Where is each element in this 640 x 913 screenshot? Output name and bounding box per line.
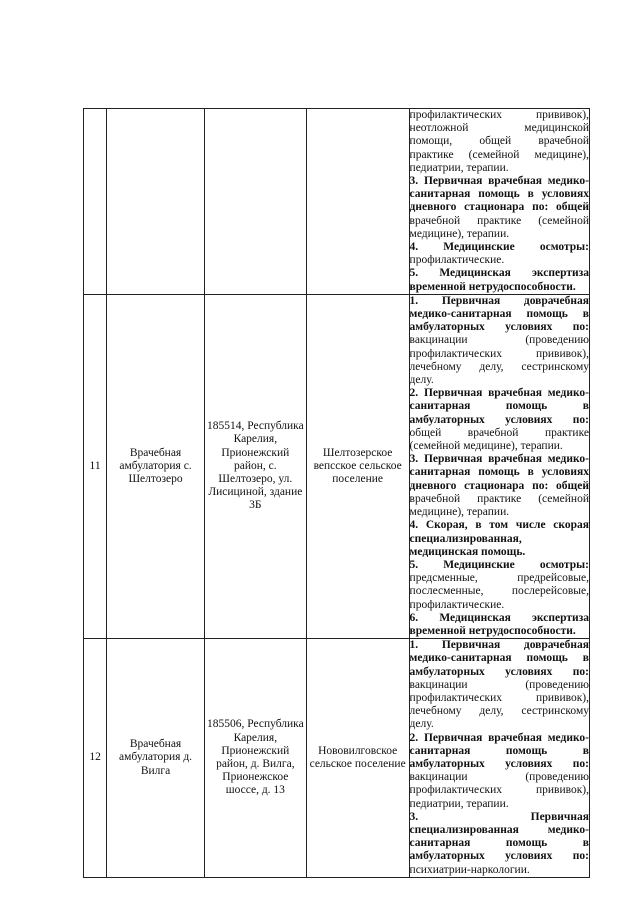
service-line-text: делу. — [409, 718, 434, 731]
service-line — [410, 480, 589, 493]
service-line — [410, 798, 589, 811]
service-line-text: санитарная помощь в условиях — [409, 188, 589, 201]
service-line-text: вакцинации (проведению — [409, 678, 589, 691]
service-line-text: санитарная помощь в — [409, 744, 589, 757]
service-line — [410, 771, 589, 784]
service-line-text: 5. Медицинские осмотры: — [409, 558, 589, 571]
service-line-text: амбулаторных условиях по: — [409, 665, 589, 678]
service-line — [410, 585, 589, 598]
service-line-text: помощи, общей врачебной — [409, 135, 589, 148]
service-line — [410, 109, 589, 122]
service-line-text: психиатрии-наркологии. — [409, 863, 530, 876]
service-line-text: специализированная медико- — [409, 823, 589, 836]
address-cell — [204, 109, 306, 295]
address-cell: 185514, Республика Карелия, Прионежский район, с. Шелтозеро, ул. Лисициной, здание 3Б — [204, 294, 306, 638]
service-line — [410, 427, 589, 440]
service-line — [410, 718, 589, 731]
service-line — [410, 533, 589, 546]
service-line-text: медицинская помощь. — [409, 545, 526, 558]
service-line-text: врачебной практике (семейной — [409, 214, 589, 227]
service-line-text: послесменные, послерейсовые, — [409, 585, 589, 598]
service-line-text: 3. Первичная врачебная медико- — [409, 453, 589, 466]
service-line-text: профилактические. — [409, 254, 505, 267]
service-line-text: 6. Медицинская экспертиза — [409, 611, 589, 624]
service-line-text: неотложной медицинской — [409, 122, 589, 135]
services-cell — [409, 639, 589, 878]
service-line — [410, 652, 589, 665]
service-line — [410, 400, 589, 413]
service-line — [410, 705, 589, 718]
service-line — [410, 215, 589, 228]
service-line — [410, 453, 589, 466]
service-line — [410, 162, 589, 175]
service-line-text: амбулаторных условиях по: — [409, 321, 589, 334]
service-line — [410, 506, 589, 519]
service-line — [410, 612, 589, 625]
service-line — [410, 692, 589, 705]
service-line-text: профилактических прививок), — [409, 784, 589, 797]
service-line-text: 4. Скорая, в том числе скорая — [409, 519, 589, 532]
service-line — [410, 811, 589, 824]
table-row — [84, 109, 590, 295]
service-line — [410, 348, 589, 361]
service-line — [410, 201, 589, 214]
table-row — [84, 294, 590, 638]
service-line — [410, 228, 589, 241]
service-line-text: 2. Первичная врачебная медико- — [409, 387, 589, 400]
service-line-text: делу. — [409, 374, 434, 387]
service-line — [410, 374, 589, 387]
service-line — [410, 824, 589, 837]
service-line-text: 3. Первичная врачебная медико- — [409, 175, 589, 188]
settlement-cell: Нововилговское сельское поселение — [306, 639, 409, 878]
service-line — [410, 559, 589, 572]
settlement-cell — [306, 109, 409, 295]
service-line-text: 4. Медицинские осмотры: — [409, 241, 589, 254]
service-line — [410, 837, 589, 850]
service-line-text: педиатрии, терапии. — [409, 797, 509, 810]
service-line — [410, 188, 589, 201]
service-line-text: специализированная, — [409, 532, 522, 545]
service-line — [410, 149, 589, 162]
service-line-text: дневного стационара по: общей — [409, 201, 589, 214]
service-line-text: профилактических прививок), — [409, 691, 589, 704]
service-line — [410, 732, 589, 745]
services-cell — [409, 294, 589, 638]
service-line-text: 3. Первичная — [409, 810, 589, 823]
service-line-text: общей врачебной практике — [409, 426, 589, 439]
service-line-text: медико-санитарная помощь в — [409, 308, 589, 321]
service-line-text: профилактические. — [409, 598, 505, 611]
service-line — [410, 864, 589, 877]
service-line-text: временной нетрудоспособности. — [409, 280, 576, 293]
service-line — [410, 387, 589, 400]
service-line-text: педиатрии, терапии. — [409, 161, 509, 174]
facility-name-cell: Врачебная амбулатория д. Вилга — [107, 639, 205, 878]
service-line — [410, 519, 589, 532]
service-line — [410, 666, 589, 679]
service-line-text: амбулаторных условиях по: — [409, 413, 589, 426]
service-line — [410, 599, 589, 612]
service-line-text: временной нетрудоспособности. — [409, 624, 576, 637]
service-line — [410, 267, 589, 280]
address-cell: 185506, Республика Карелия, Прионежский район, д. Вилга, Прионежское шоссе, д. 13 — [204, 639, 306, 878]
service-line-text: лечебному делу, сестринскому — [409, 705, 589, 718]
services-cell — [409, 109, 589, 295]
service-line-text: медицине), терапии. — [409, 227, 510, 240]
service-line-text: практике (семейной медицине), — [409, 148, 589, 161]
service-line — [410, 334, 589, 347]
facility-name-cell: Врачебная амбулатория с. Шелтозеро — [107, 294, 205, 638]
service-line — [410, 295, 589, 308]
table-row — [84, 639, 590, 878]
service-line-text: предсменные, предрейсовые, — [409, 572, 589, 585]
service-line-text: вакцинации (проведению — [409, 771, 589, 784]
service-line — [410, 254, 589, 267]
service-line-text: 1. Первичная доврачебная — [409, 639, 589, 652]
service-line — [410, 546, 589, 559]
service-line-text: медико-санитарная помощь в — [409, 652, 589, 665]
settlement-cell: Шелтозерское вепсское сельское поселение — [306, 294, 409, 638]
service-line-text: амбулаторных условиях по: — [409, 757, 589, 770]
service-line-text: санитарная помощь в — [409, 837, 589, 850]
service-line — [410, 321, 589, 334]
service-line — [410, 625, 589, 638]
facility-name-cell — [107, 109, 205, 295]
service-line — [410, 572, 589, 585]
service-line-text: амбулаторных условиях по: — [409, 850, 589, 863]
service-line — [410, 679, 589, 692]
facilities-table — [83, 108, 590, 878]
service-line — [410, 745, 589, 758]
service-line — [410, 281, 589, 294]
service-line-text: 5. Медицинская экспертиза — [409, 267, 589, 280]
service-line — [410, 639, 589, 652]
service-line-text: медицине), терапии. — [409, 506, 510, 519]
service-line-text: вакцинации (проведению — [409, 334, 589, 347]
service-line-text: врачебной практике (семейной — [409, 492, 589, 505]
row-number-cell — [84, 109, 107, 295]
row-number-cell: 11 — [84, 294, 107, 638]
service-line-text: санитарная помощь в условиях — [409, 466, 589, 479]
service-line — [410, 135, 589, 148]
service-line — [410, 175, 589, 188]
service-line-text: 2. Первичная врачебная медико- — [409, 731, 589, 744]
service-line — [410, 850, 589, 863]
service-line — [410, 414, 589, 427]
service-line-text: лечебному делу, сестринскому — [409, 360, 589, 373]
service-line — [410, 361, 589, 374]
row-number-cell: 12 — [84, 639, 107, 878]
service-line — [410, 493, 589, 506]
service-line — [410, 241, 589, 254]
service-line-text: (семейной медицине), терапии. — [409, 440, 563, 453]
service-line — [410, 758, 589, 771]
service-line — [410, 440, 589, 453]
service-line — [410, 784, 589, 797]
service-line-text: профилактических прививок), — [409, 109, 589, 121]
service-line-text: профилактических прививок), — [409, 347, 589, 360]
service-line-text: 1. Первичная доврачебная — [409, 294, 589, 307]
service-line-text: санитарная помощь в — [409, 400, 589, 413]
service-line — [410, 466, 589, 479]
service-line — [410, 122, 589, 135]
service-line-text: дневного стационара по: общей — [409, 479, 589, 492]
service-line — [410, 308, 589, 321]
